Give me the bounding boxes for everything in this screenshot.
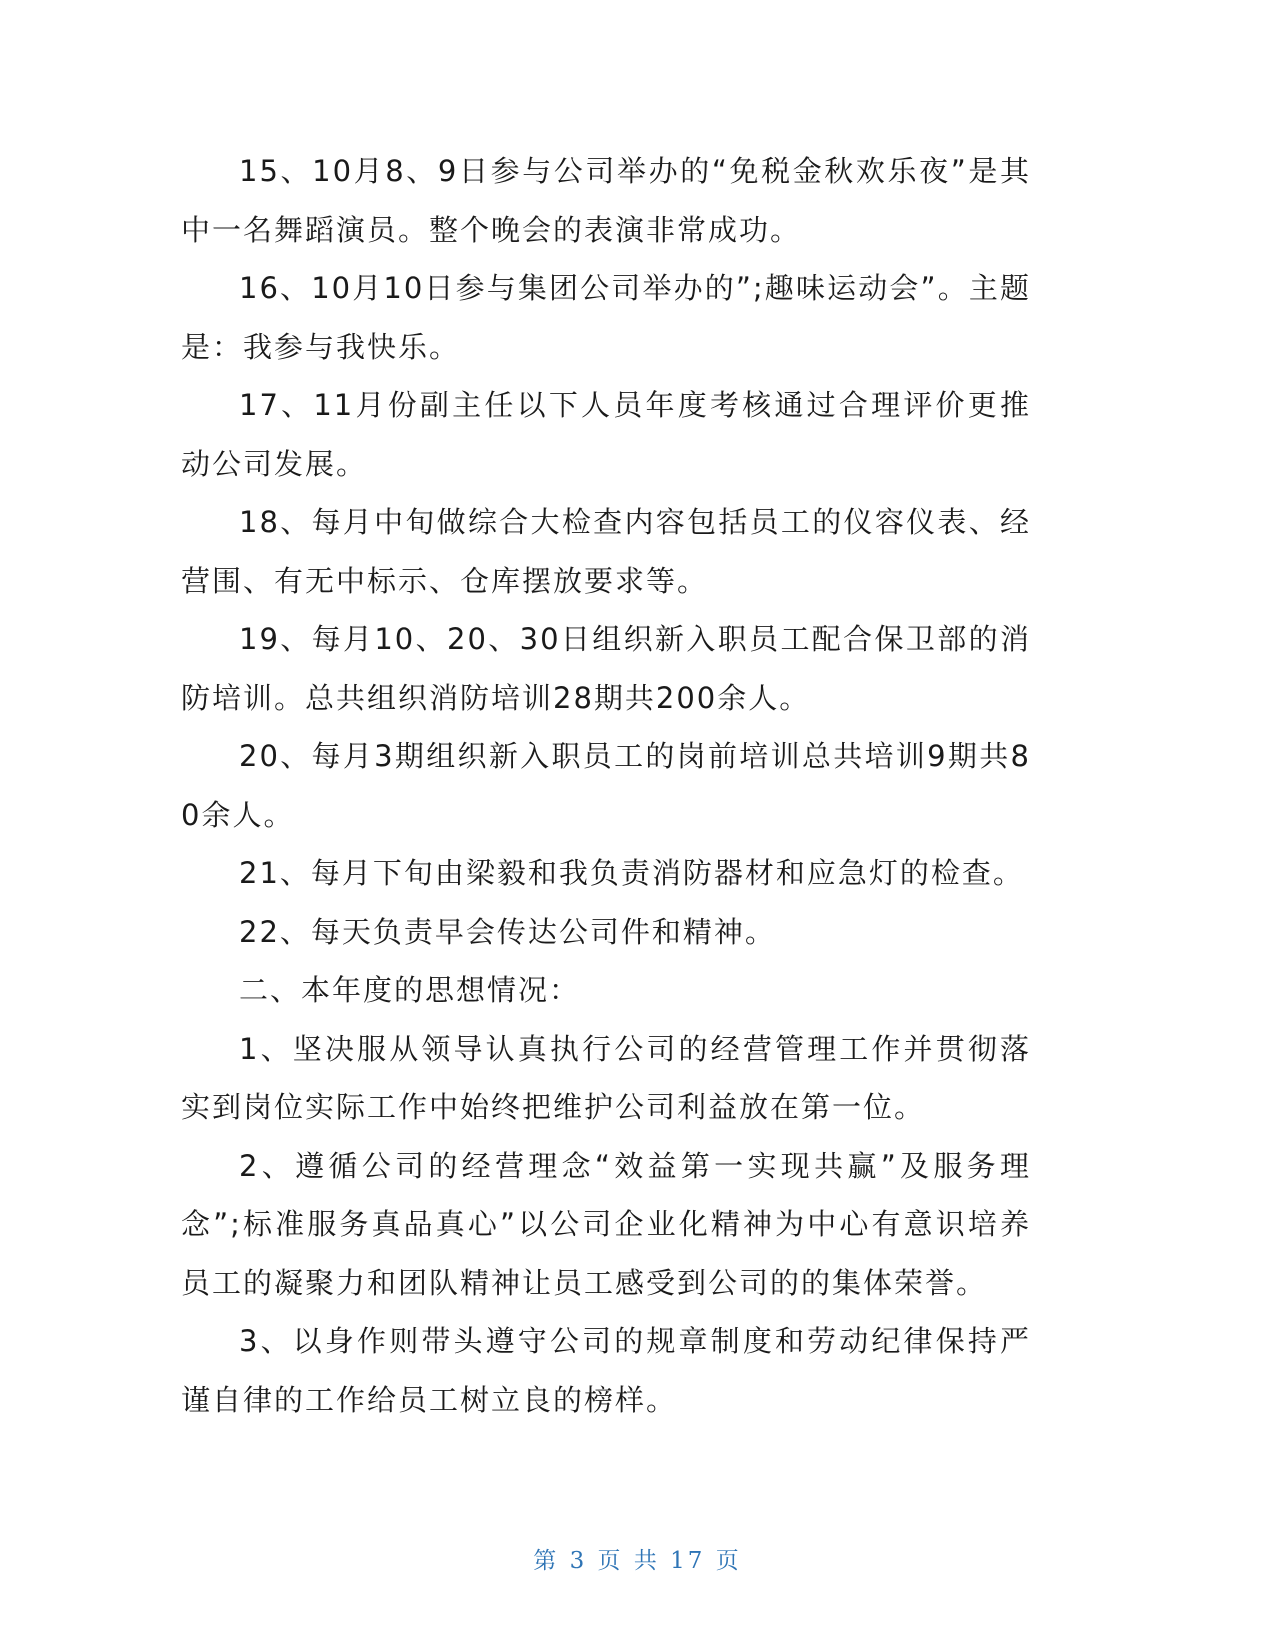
paragraph-item-16: 16、10月10日参与集团公司举办的”;趣味运动会”。主题是：我参与我快乐。	[181, 271, 1031, 364]
paragraph-item-3: 3、以身作则带头遵守公司的规章制度和劳动纪律保持严谨自律的工作给员工树立良的榜样。	[181, 1324, 1031, 1417]
paragraph-item-15: 15、10月8、9日参与公司举办的“免税金秋欢乐夜”是其中一名舞蹈演员。整个晚会的表演非常成功。	[181, 154, 1031, 247]
paragraph-item-18: 18、每月中旬做综合大检查内容包括员工的仪容仪表、经营围、有无中标示、仓库摆放要求等。	[181, 505, 1031, 598]
paragraph-item-1: 1、坚决服从领导认真执行公司的经营管理工作并贯彻落实到岗位实际工作中始终把维护公司利益放在第一位。	[181, 1031, 1031, 1124]
paragraph-item-19: 19、每月10、20、30日组织新入职员工配合保卫部的消防培训。总共组织消防培训28期共200余人。	[181, 622, 1031, 715]
paragraph-item-2: 2、遵循公司的经营理念“效益第一实现共赢”及服务理念”;标准服务真品真心”以公司企业化精神为中心有意识培养员工的凝聚力和团队精神让员工感受到公司的的集体荣誉。	[181, 1148, 1031, 1300]
paragraph-item-17: 17、11月份副主任以下人员年度考核通过合理评价更推动公司发展。	[181, 388, 1031, 481]
page-number-footer	[0, 1542, 1275, 1575]
document-body	[181, 142, 1031, 1429]
section-heading: 二、本年度的思想情况：	[239, 973, 581, 1007]
paragraph-item-21: 21、每月下旬由梁毅和我负责消防器材和应急灯的检查。	[239, 856, 1024, 890]
paragraph-item-22: 22、每天负责早会传达公司件和精神。	[239, 914, 776, 949]
paragraph-item-20: 20、每月3期组织新入职员工的岗前培训总共培训9期共80余人。	[181, 739, 1031, 832]
page-number-text: 第 3 页 共 17 页	[533, 1548, 742, 1574]
